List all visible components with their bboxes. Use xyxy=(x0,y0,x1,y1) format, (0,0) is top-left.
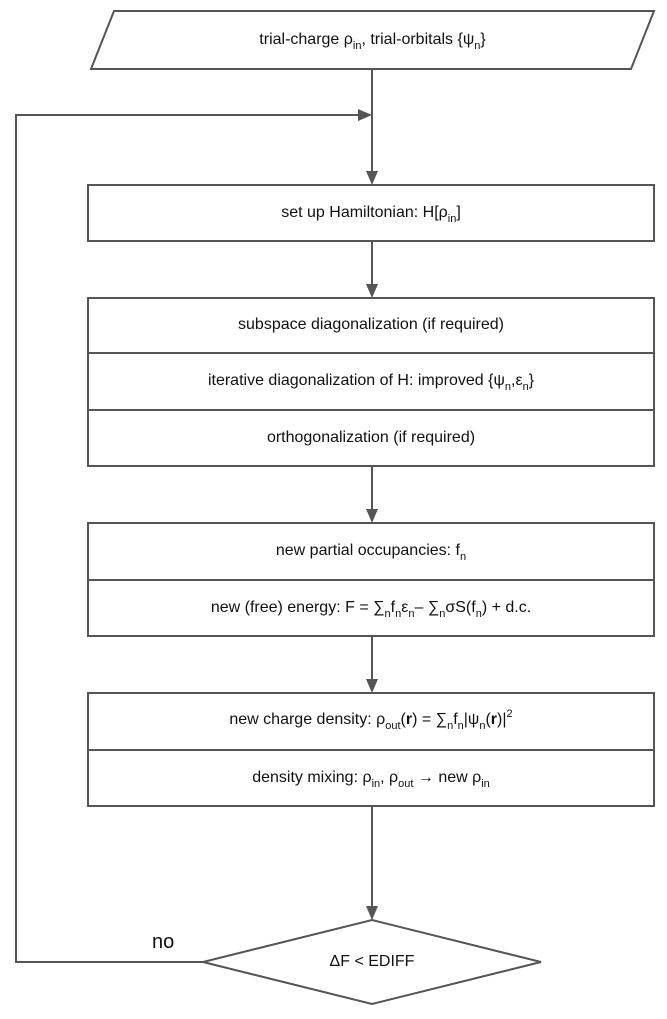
rho-symbol: ρ xyxy=(343,31,353,48)
epsilon-symbol: ε xyxy=(401,599,409,616)
psi-symbol: ψ xyxy=(462,31,475,48)
occupancy-subscript: n xyxy=(459,551,467,563)
rho-out-subscript: out xyxy=(398,778,414,790)
energy-label xyxy=(88,598,654,618)
f-subscript: n xyxy=(395,608,402,620)
occupancy-label xyxy=(88,541,654,561)
epsilon-symbol: ε xyxy=(515,372,523,389)
mixing-arrow-text: → new ρ xyxy=(413,769,482,786)
r-vector: r xyxy=(405,711,413,728)
psi-subscript: n xyxy=(504,381,511,393)
r-vector: r xyxy=(490,711,498,728)
sum-subscript: n xyxy=(439,608,446,620)
f-symbol: f xyxy=(453,711,458,728)
comma: , xyxy=(510,372,516,389)
hamiltonian-text-prefix: set up Hamiltonian: H[ xyxy=(281,204,439,221)
decision-label: ΔF < EDIFF xyxy=(329,953,415,970)
epsilon-subscript: n xyxy=(522,381,529,393)
minus-sum: – ∑ xyxy=(414,599,440,616)
energy-text-suffix: ) + d.c. xyxy=(481,599,532,616)
mixing-text-prefix: density mixing: ρ xyxy=(252,769,372,786)
rho-symbol: ρ xyxy=(438,204,448,221)
hamiltonian-label xyxy=(88,203,654,223)
input-label xyxy=(91,30,654,50)
input-text-middle: , trial-orbitals { xyxy=(361,31,463,48)
abs-psi: |ψ xyxy=(463,711,480,728)
rho-out-subscript: out xyxy=(385,720,401,732)
charge-density-label xyxy=(88,710,654,730)
input-node xyxy=(91,11,654,69)
input-text-prefix: trial-charge xyxy=(259,31,344,48)
energy-text-prefix: new (free) energy: F = ∑ xyxy=(210,599,385,616)
iterative-node xyxy=(88,353,654,410)
rho-in-subscript: in xyxy=(481,778,490,790)
rho-in-subscript: in xyxy=(371,778,381,790)
charge-density-node xyxy=(88,693,654,750)
f-symbol: f xyxy=(390,599,396,616)
subspace-node xyxy=(88,298,654,353)
mixing-separator: , ρ xyxy=(380,769,399,786)
psi-subscript: n xyxy=(479,720,486,732)
rho-subscript: in xyxy=(447,213,457,225)
f-subscript: n xyxy=(475,608,482,620)
epsilon-subscript: n xyxy=(408,608,415,620)
decision-node xyxy=(203,920,541,1004)
psi-symbol: ψ xyxy=(493,372,505,389)
sum-subscript: n xyxy=(447,720,454,732)
occupancy-node xyxy=(88,523,654,580)
equals-sum: ) = ∑ xyxy=(412,711,448,728)
entropy-term: σS(f xyxy=(445,599,476,616)
no-branch-label: no xyxy=(152,931,175,953)
rho-subscript: in xyxy=(352,40,362,52)
square-exponent: 2 xyxy=(506,708,513,720)
abs-close: )| xyxy=(497,711,507,728)
psi-subscript: n xyxy=(474,40,481,52)
f-subscript: n xyxy=(457,720,464,732)
hamiltonian-text-suffix: ] xyxy=(456,204,461,221)
paren-open: ( xyxy=(400,711,406,728)
mixing-label xyxy=(88,768,654,788)
input-text-suffix: } xyxy=(480,31,486,48)
iterative-text-suffix: } xyxy=(528,372,535,389)
ortho-label: orthogonalization (if required) xyxy=(266,429,476,446)
paren-open: ( xyxy=(485,711,491,728)
mixing-node xyxy=(88,750,654,806)
iterative-text-prefix: iterative diagonalization of H: improved { xyxy=(207,372,494,389)
sum-subscript: n xyxy=(384,608,391,620)
energy-node xyxy=(88,580,654,636)
charge-text-prefix: new charge density: ρ xyxy=(229,711,386,728)
subspace-label: subspace diagonalization (if required) xyxy=(238,316,504,333)
ortho-node xyxy=(88,410,654,466)
iterative-label xyxy=(88,371,654,391)
occupancy-text: new partial occupancies: f xyxy=(275,542,460,559)
hamiltonian-node xyxy=(88,185,654,241)
